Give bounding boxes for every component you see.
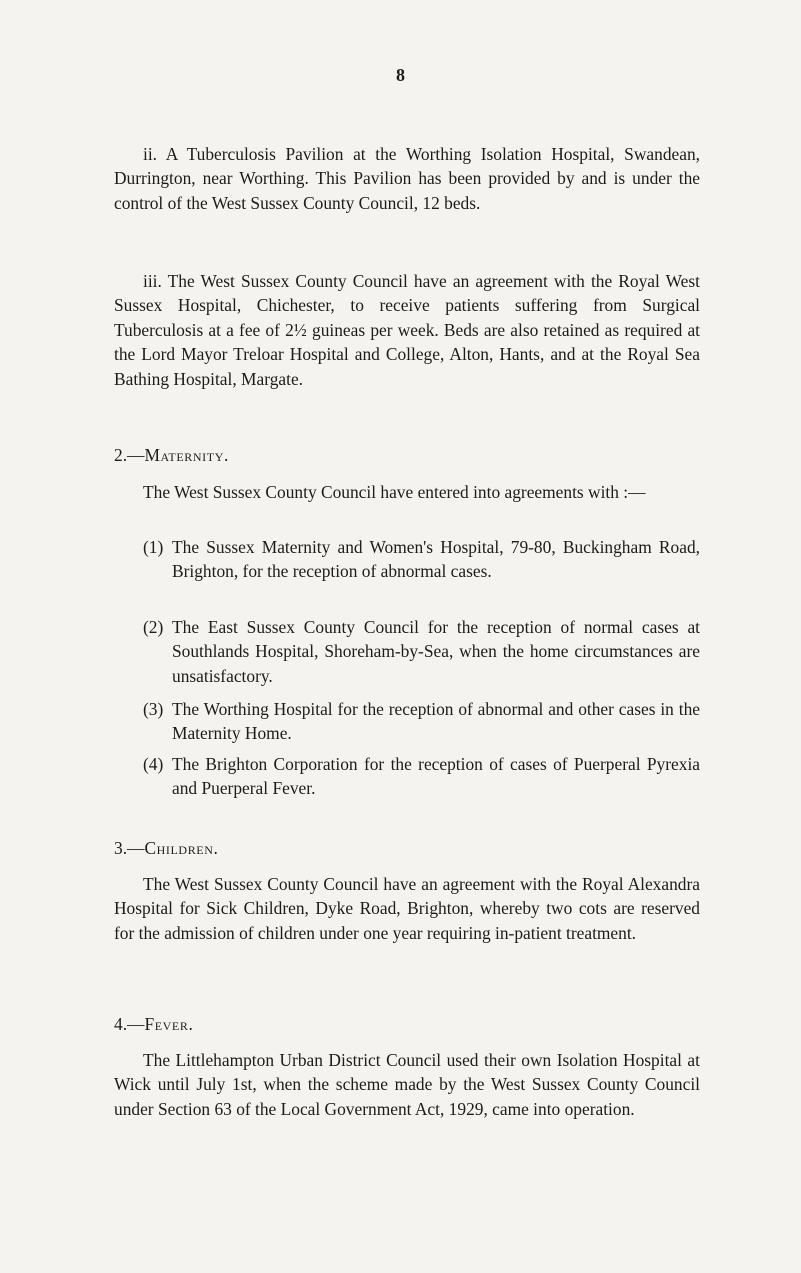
children-heading-title: Children. <box>144 838 219 858</box>
fever-paragraph-text: The Littlehampton Urban District Council used their own Isolation Hospital at Wick until July 1st, when the scheme made by the West Sussex County Council under Section 63 of the Local Government Act, 1929, came into operation. <box>114 1050 700 1119</box>
maternity-agreement-3 <box>143 697 700 746</box>
tuberculosis-item-ii-text: ii. A Tuberculosis Pavilion at the Worthing Isolation Hospital, Swandean, Durrington, near Worthing. This Pavilion has been provided by and is under the control of the West Sussex County Council, 12 beds. <box>114 144 700 213</box>
maternity-heading-number: 2.— <box>114 445 145 465</box>
list-item-number: (3) <box>143 699 164 719</box>
list-item-number: (4) <box>143 754 164 774</box>
tuberculosis-item-ii <box>114 142 700 215</box>
list-item-text: The East Sussex County Council for the reception of normal cases at Southlands Hospital, Shoreham-by-Sea, when the home circumstances are unsatisfactory. <box>172 617 700 686</box>
children-paragraph <box>114 872 700 945</box>
list-item-text: The Worthing Hospital for the reception of abnormal and other cases in the Maternity Home. <box>172 699 700 744</box>
fever-heading <box>114 1012 193 1036</box>
maternity-intro-text: The West Sussex County Council have entered into agreements with :— <box>143 482 646 502</box>
children-heading <box>114 836 218 860</box>
maternity-intro <box>114 480 700 504</box>
page-number: 8 <box>396 65 405 85</box>
tuberculosis-item-iii <box>114 269 700 391</box>
maternity-agreement-4 <box>143 752 700 801</box>
list-item-text: The Sussex Maternity and Women's Hospital, 79-80, Buckingham Road, Brighton, for the reception of abnormal cases. <box>172 537 700 582</box>
list-item-number: (2) <box>143 617 164 637</box>
fever-heading-title: Fever. <box>144 1014 194 1034</box>
tuberculosis-item-iii-text: iii. The West Sussex County Council have an agreement with the Royal West Sussex Hospital, Chichester, to receive patients suffering from Surgical Tuberculosis at a fee of 2½ guineas per week. Beds are also retained as required at the Lord Mayor Treloar Hospital and College, Alton, Hants, and at the Royal Sea Bathing Hospital, Margate. <box>114 271 700 389</box>
fever-heading-number: 4.— <box>114 1014 145 1034</box>
children-paragraph-text: The West Sussex County Council have an agreement with the Royal Alexandra Hospital for Sick Children, Dyke Road, Brighton, whereby two cots are reserved for the admission of children under one year requiring in-patient treatment. <box>114 874 700 943</box>
fever-paragraph <box>114 1048 700 1121</box>
children-heading-number: 3.— <box>114 838 145 858</box>
list-item-text: The Brighton Corporation for the reception of cases of Puerperal Pyrexia and Puerperal Fever. <box>172 754 700 799</box>
maternity-heading <box>114 443 229 467</box>
maternity-heading-title: Maternity. <box>144 445 229 465</box>
maternity-agreement-2 <box>143 615 700 688</box>
maternity-agreement-1 <box>143 535 700 584</box>
list-item-number: (1) <box>143 537 164 557</box>
